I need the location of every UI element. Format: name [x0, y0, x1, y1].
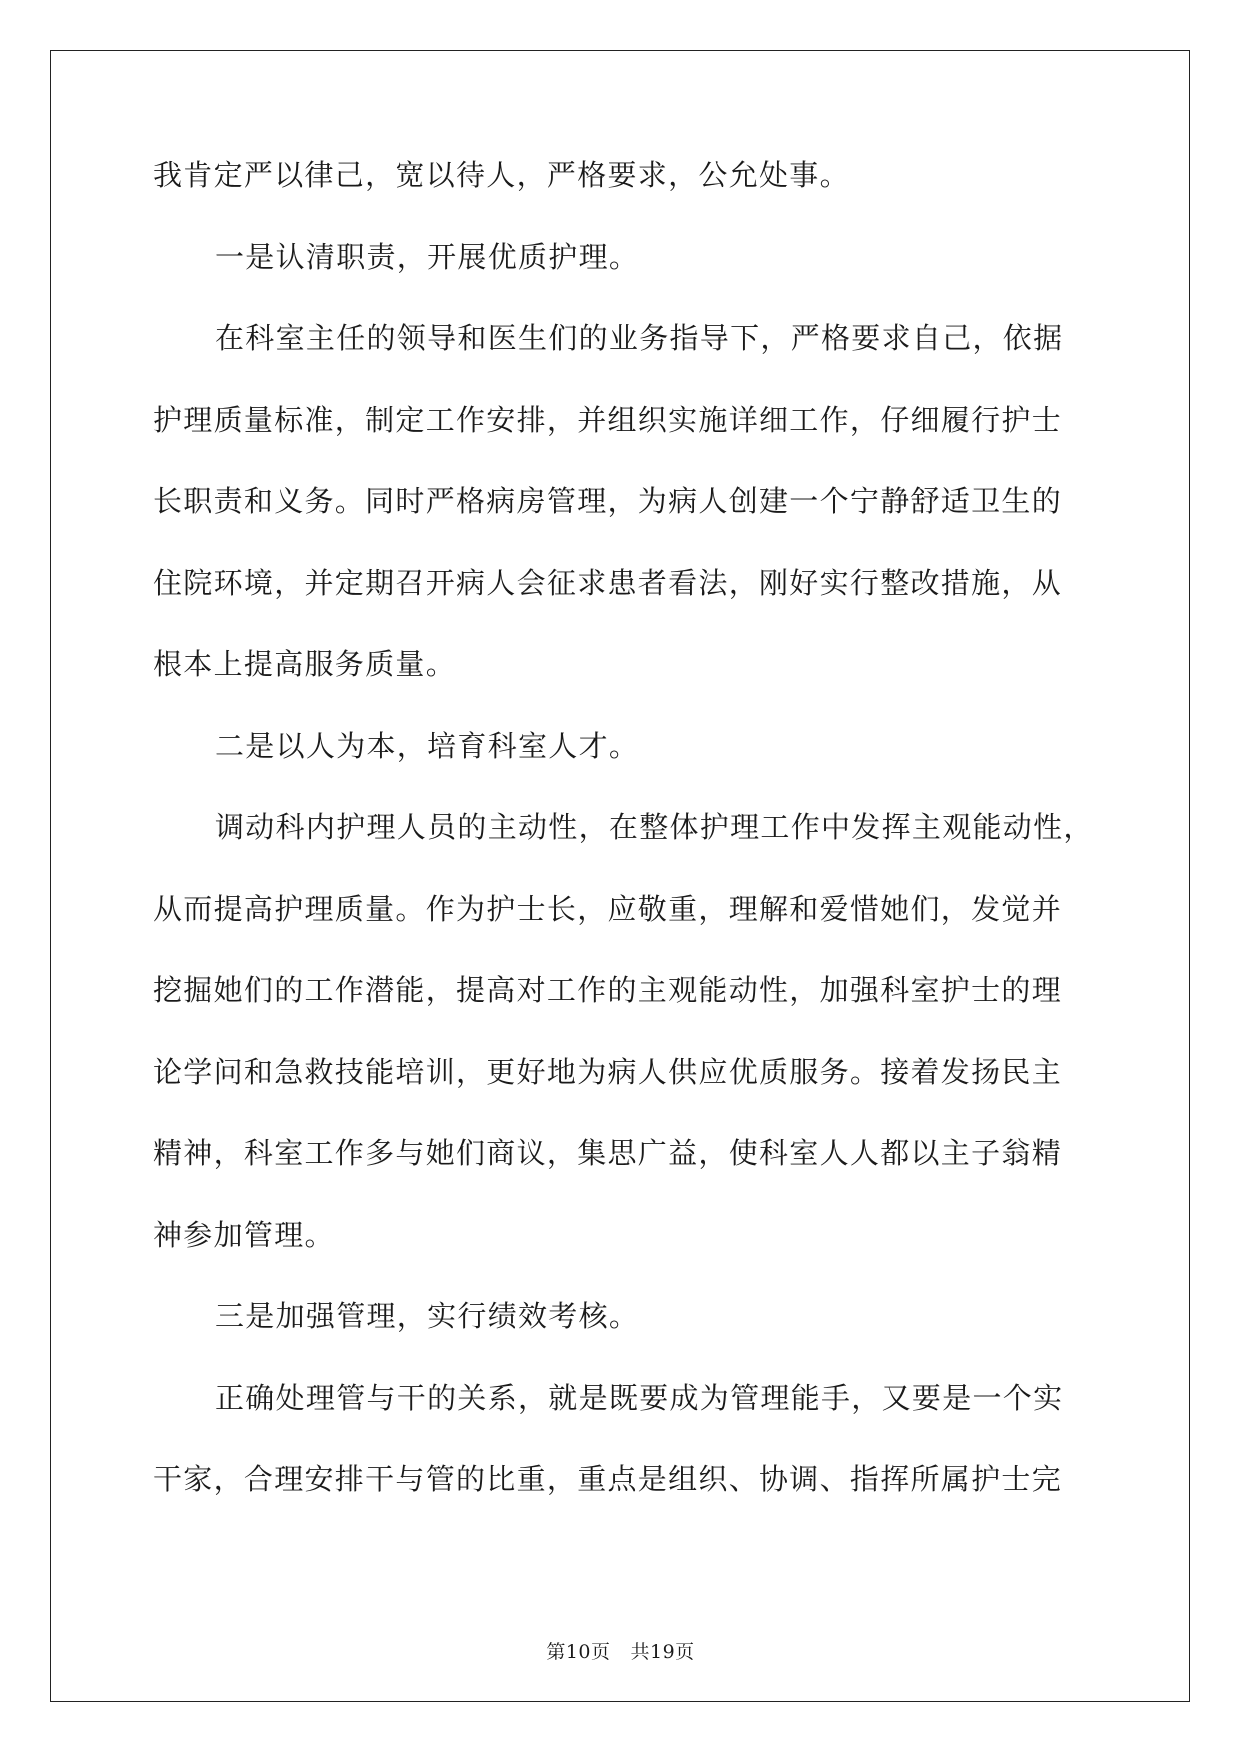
text-line: 干家，合理安排干与管的比重，重点是组织、协调、指挥所属护士完: [153, 1462, 1063, 1496]
text-line: 挖掘她们的工作潜能，提高对工作的主观能动性，加强科室护士的理: [153, 973, 1063, 1007]
page-footer: [0, 1637, 1241, 1664]
text-line: 一是认清职责，开展优质护理。: [215, 239, 640, 274]
text-line: 正确处理管与干的关系，就是既要成为管理能手，又要是一个实: [215, 1380, 1064, 1415]
text-line: 三是加强管理，实行绩效考核。: [215, 1299, 640, 1333]
document-body: [153, 160, 1093, 1546]
text-line: 论学问和急救技能培训，更好地为病人供应优质服务。接着发扬民主: [153, 1054, 1063, 1089]
text-line: 调动科内护理人员的主动性，在整体护理工作中发挥主观能动性，: [215, 810, 1094, 844]
page-total: 共19页: [630, 1641, 695, 1663]
text-line: 精神，科室工作多与她们商议，集思广益，使科室人人都以主子翁精: [153, 1136, 1063, 1170]
text-line: 长职责和义务。同时严格病房管理，为病人创建一个宁静舒适卫生的: [153, 484, 1063, 518]
text-line: 二是以人为本，培育科室人才。: [215, 728, 640, 763]
text-line: 从而提高护理质量。作为护士长，应敬重，理解和爱惜她们，发觉并: [153, 891, 1063, 926]
text-line: 根本上提高服务质量。: [153, 647, 457, 681]
page-number: 第10页: [546, 1641, 611, 1663]
text-line: 在科室主任的领导和医生们的业务指导下，严格要求自己，依据: [215, 321, 1064, 355]
text-line: 护理质量标准，制定工作安排，并组织实施详细工作，仔细履行护士: [153, 402, 1063, 437]
text-line: 神参加管理。: [153, 1217, 335, 1252]
text-line: 住院环境，并定期召开病人会征求患者看法，刚好实行整改措施，从: [153, 565, 1063, 600]
text-line: 我肯定严以律己，宽以待人，严格要求，公允处事。: [153, 158, 850, 192]
